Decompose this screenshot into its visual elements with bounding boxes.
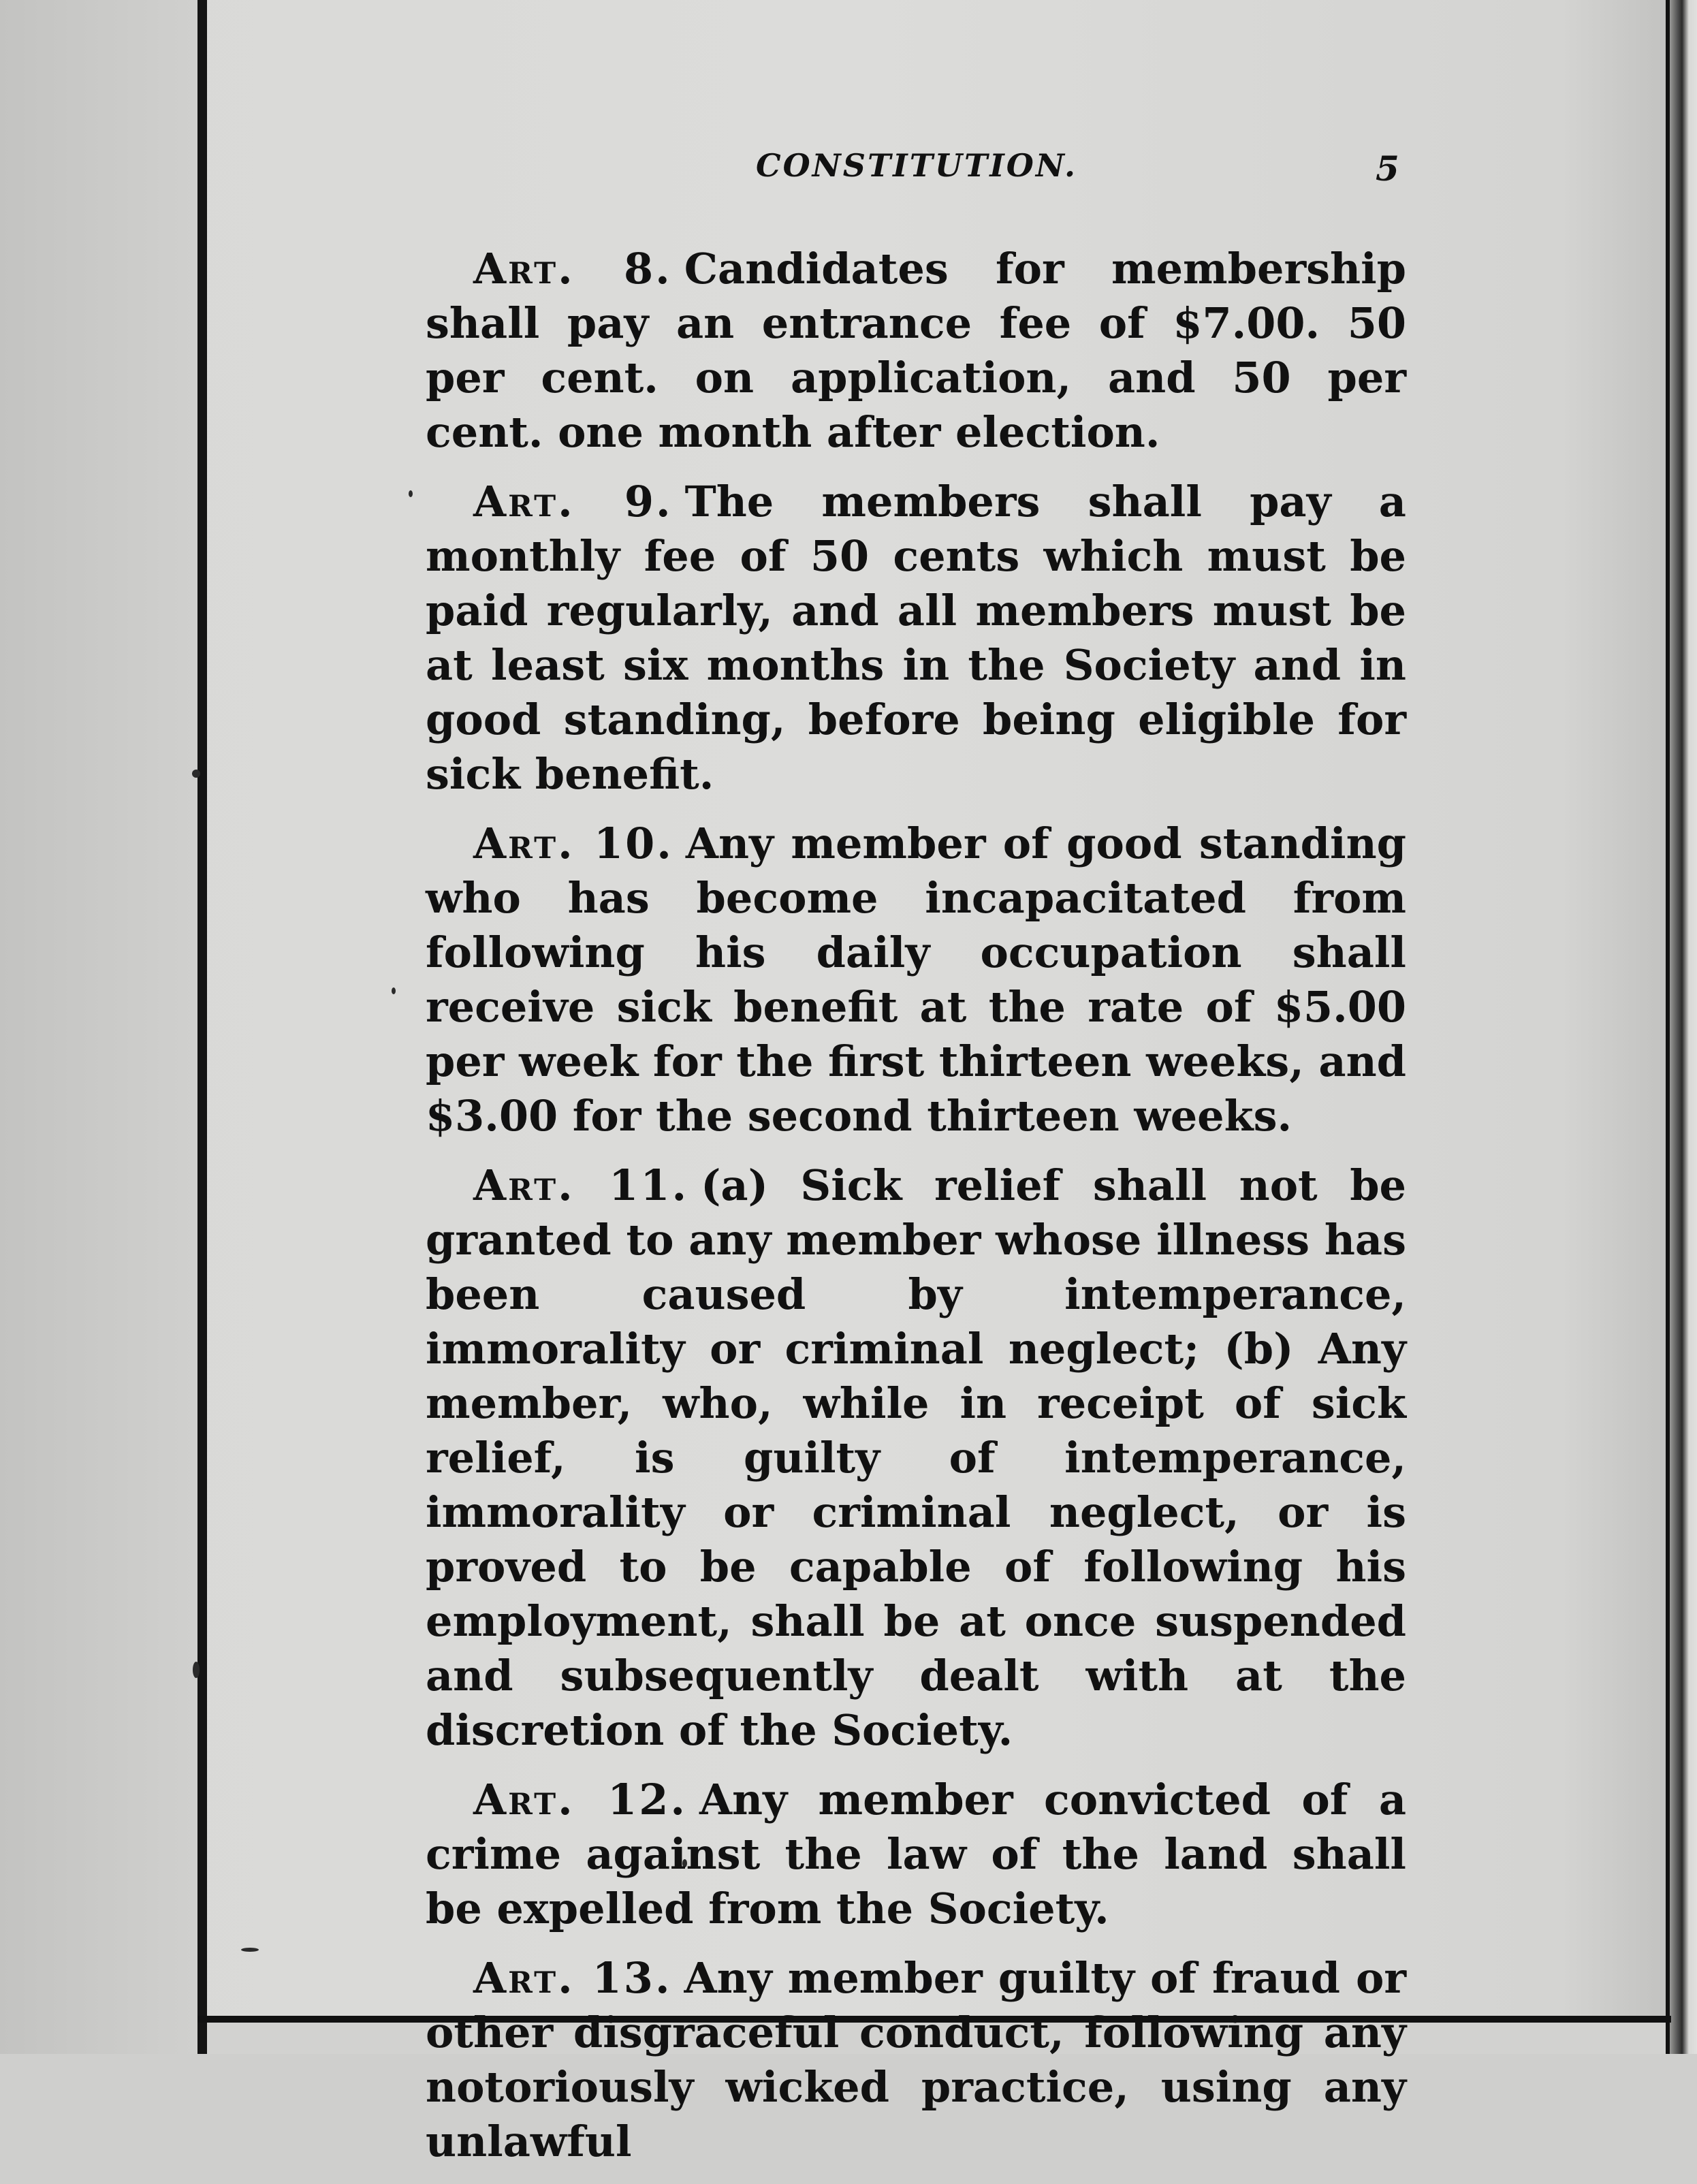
article-paragraph — [426, 1773, 1406, 1936]
article-text: Any member guilty of fraud or other disgraceful conduct, following any notoriously wicked practice, using any unlawful — [426, 1953, 1406, 2166]
article-text: (a) Sick relief shall not be granted to any member whose illness has been caused by intemperance, immorality or criminal neglect; (b) Any member, who, while in receipt of sick relief, is guilty of intemperance, immorality or criminal neglect, or is proved to be capable of following his employment, shall be at once suspended and subsequently dealt with at the discretion of the Society. — [426, 1160, 1407, 1755]
article-label: Art. 13. — [473, 1953, 672, 2003]
article-paragraph — [426, 1158, 1406, 1758]
article-label: Art. 9. — [473, 477, 673, 526]
left-margin — [0, 0, 197, 2054]
article-paragraph — [426, 475, 1406, 802]
right-page-edge — [1670, 0, 1697, 2054]
scan-speck — [392, 987, 396, 994]
article-text: The members shall pay a monthly fee of 50 cents which must be paid regularly, and all members must be at least six months in the Society and in good standing, before being eligible for sick benefit. — [426, 477, 1406, 799]
article-text: Any member of good standing who has become incapacitated from following his daily occupation shall receive sick benefit at the rate of $5.00 per week for the first thirteen weeks, and $3.00 for the second thirteen weeks. — [426, 819, 1406, 1141]
article-label: Art. 8. — [473, 244, 672, 294]
page-number: 5 — [1376, 148, 1399, 189]
scan-speck — [192, 770, 200, 778]
article-paragraph — [426, 1951, 1406, 2169]
article-label: Art. 11. — [473, 1160, 689, 1210]
running-head: CONSTITUTION. — [756, 147, 1077, 184]
article-label: Art. 10. — [473, 819, 673, 868]
gutter-line — [197, 0, 207, 2054]
scan-speck — [193, 1662, 200, 1678]
article-text: Candidates for membership shall pay an entrance fee of $7.00. 50 per cent. on application, and 50 per cent. one month after election. — [426, 244, 1407, 457]
article-paragraph — [426, 242, 1406, 460]
scan-speck — [241, 1948, 259, 1952]
scan-speck — [409, 490, 413, 497]
article-text: Any member convicted of a crime against the law of the land shall be expelled from the Society. — [426, 1775, 1406, 1933]
article-paragraph — [426, 817, 1406, 1143]
article-label: Art. 12. — [473, 1775, 687, 1824]
page-header — [0, 142, 1697, 203]
article-text-block — [426, 242, 1406, 2184]
